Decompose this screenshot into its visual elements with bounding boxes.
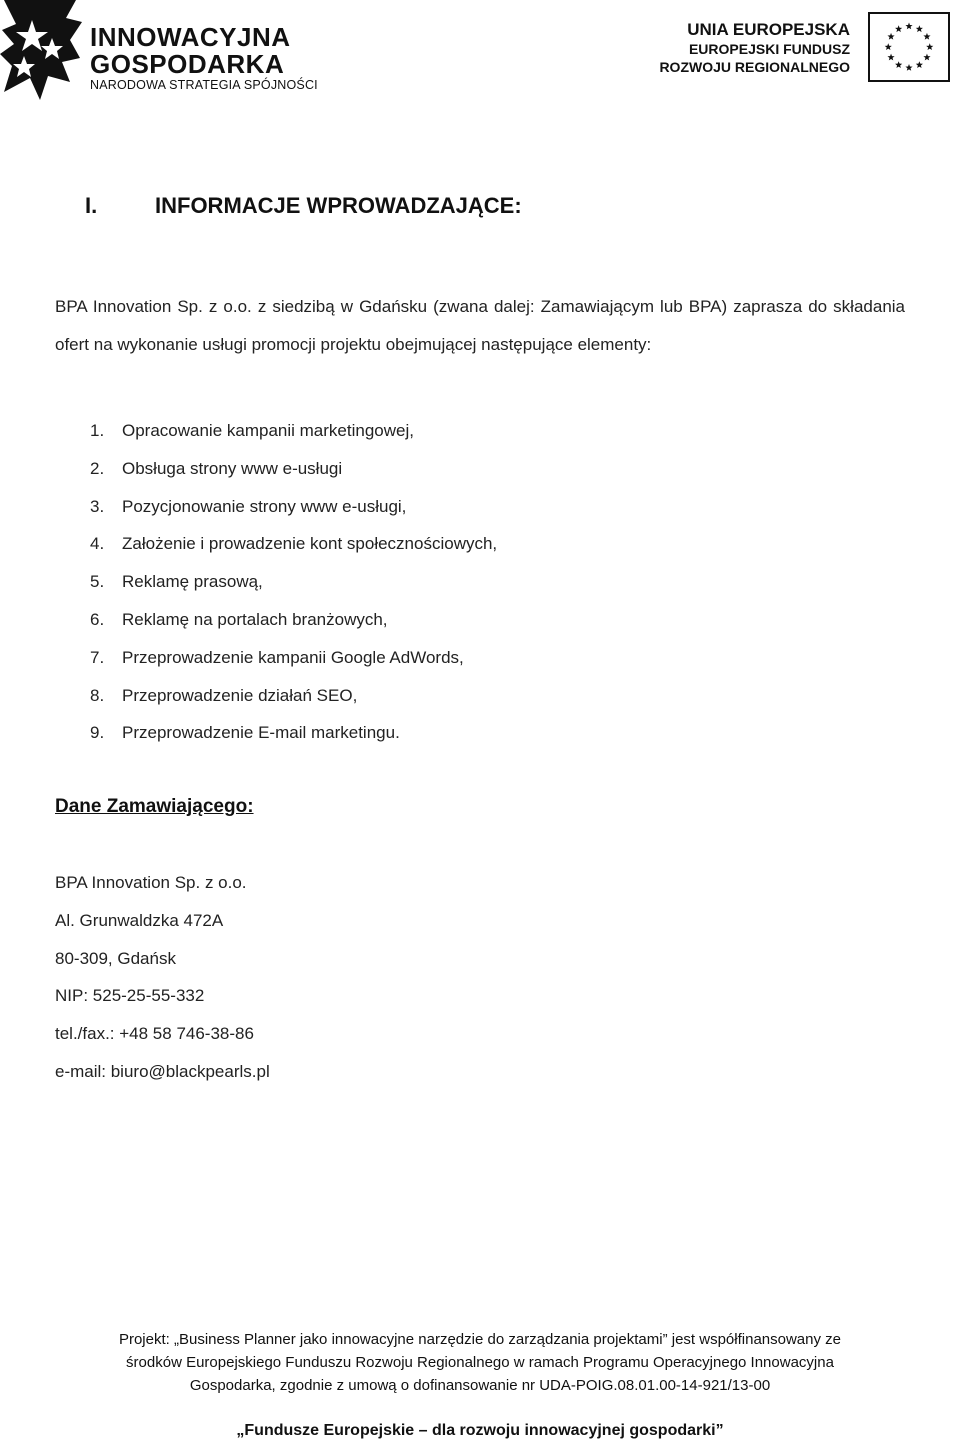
list-item-number: 8.	[90, 685, 105, 705]
list-item	[90, 412, 497, 450]
eu-star-icon	[895, 25, 902, 32]
list-item-text: Opracowanie kampanii marketingowej,	[122, 421, 414, 440]
list-item-text: Reklamę na portalach branżowych,	[122, 609, 388, 629]
list-item-text: Założenie i prowadzenie kont społecznościowych,	[122, 534, 498, 554]
footer-line-3: Gospodarka, zgodnie z umową o dofinansowanie nr UDA-POIG.08.01.00-14-921/13-00	[189, 1377, 771, 1394]
list-item-number: 5.	[90, 572, 105, 592]
logo-line-2: GOSPODARKA	[90, 49, 285, 79]
list-item	[90, 488, 497, 526]
list-item-text: Przeprowadzenie działań SEO,	[122, 685, 358, 705]
list-item	[90, 525, 497, 563]
list-item-text: Przeprowadzenie kampanii Google AdWords,	[122, 647, 464, 667]
list-item	[90, 639, 497, 677]
eu-star-icon	[887, 33, 894, 40]
list-item-number: 1.	[90, 421, 105, 440]
client-heading: Dane Zamawiającego:	[55, 796, 254, 817]
eu-logo	[640, 0, 960, 100]
eu-logo-line-2: EUROPEJSKI FUNDUSZ	[688, 41, 850, 57]
section-title: INFORMACJE WPROWADZAJĄCE:	[155, 193, 522, 218]
eu-star-icon	[923, 33, 930, 40]
client-city: 80-309, Gdańsk	[55, 948, 176, 968]
client-street: Al. Grunwaldzka 472A	[55, 910, 224, 930]
section-heading	[85, 193, 522, 219]
eu-flag-icon	[868, 12, 950, 82]
client-phone: tel./fax.: +48 58 746-38-86	[55, 1024, 254, 1044]
eu-star-icon	[895, 61, 902, 68]
list-item-text: Reklamę prasową,	[122, 572, 263, 592]
list-item-number: 4.	[90, 534, 105, 554]
eu-star-icon	[923, 54, 930, 61]
eu-logo-line-3: ROZWOJU REGIONALNEGO	[659, 59, 850, 75]
client-name: BPA Innovation Sp. z o.o.	[55, 873, 247, 892]
list-item	[90, 677, 497, 715]
eu-star-icon	[916, 61, 923, 68]
eu-star-icon	[905, 64, 912, 71]
list-item	[90, 714, 497, 752]
client-email: e-mail: biuro@blackpearls.pl	[55, 1061, 270, 1081]
list-item	[90, 601, 497, 639]
list-item-text: Pozycjonowanie strony www e-usługi,	[122, 496, 407, 516]
list-item-number: 6.	[90, 609, 105, 629]
client-info	[55, 864, 270, 1091]
section-number: I.	[85, 193, 98, 218]
eu-star-icon	[885, 43, 892, 50]
list-item-number: 7.	[90, 647, 105, 667]
project-footer	[0, 1328, 960, 1397]
list-item	[90, 450, 497, 488]
list-item	[90, 563, 497, 601]
innowacyjna-gospodarka-logo	[0, 0, 320, 100]
eu-logo-line-1: UNIA EUROPEJSKA	[687, 20, 850, 39]
footer-line-1: Projekt: „Business Planner jako innowacyjne narzędzie do zarządzania projektami” jest współfinansowany ze	[118, 1331, 842, 1348]
eu-star-icon	[887, 54, 894, 61]
list-item-text: Przeprowadzenie E-mail marketingu.	[122, 723, 400, 743]
eu-star-icon	[916, 25, 923, 32]
innowacyjna-gospodarka-emblem-icon	[0, 0, 82, 100]
list-item-number: 3.	[90, 496, 105, 516]
client-nip: NIP: 525-25-55-332	[55, 986, 205, 1006]
intro-paragraph: BPA Innovation Sp. z o.o. z siedzibą w Gdańsku (zwana dalej: Zamawiającym lub BPA) zaprasza do składania ofert na wykonanie usługi promocji projektu obejmującej następujące elementy:	[55, 297, 905, 354]
list-item-number: 9.	[90, 723, 105, 743]
list-item-number: 2.	[90, 458, 105, 478]
footer-slogan: „Fundusze Europejskie – dla rozwoju innowacyjnej gospodarki”	[236, 1422, 724, 1439]
logo-line-3: NARODOWA STRATEGIA SPÓJNOŚCI	[90, 78, 318, 92]
eu-star-icon	[926, 43, 933, 50]
eu-star-icon	[905, 22, 912, 29]
service-elements-list	[90, 412, 497, 752]
list-item-text: Obsługa strony www e-usługi	[122, 458, 343, 478]
logo-line-1: INNOWACYJNA	[90, 22, 291, 52]
footer-line-2: środków Europejskiego Funduszu Rozwoju Regionalnego w ramach Programu Operacyjnego Innowacyjna	[126, 1354, 834, 1371]
